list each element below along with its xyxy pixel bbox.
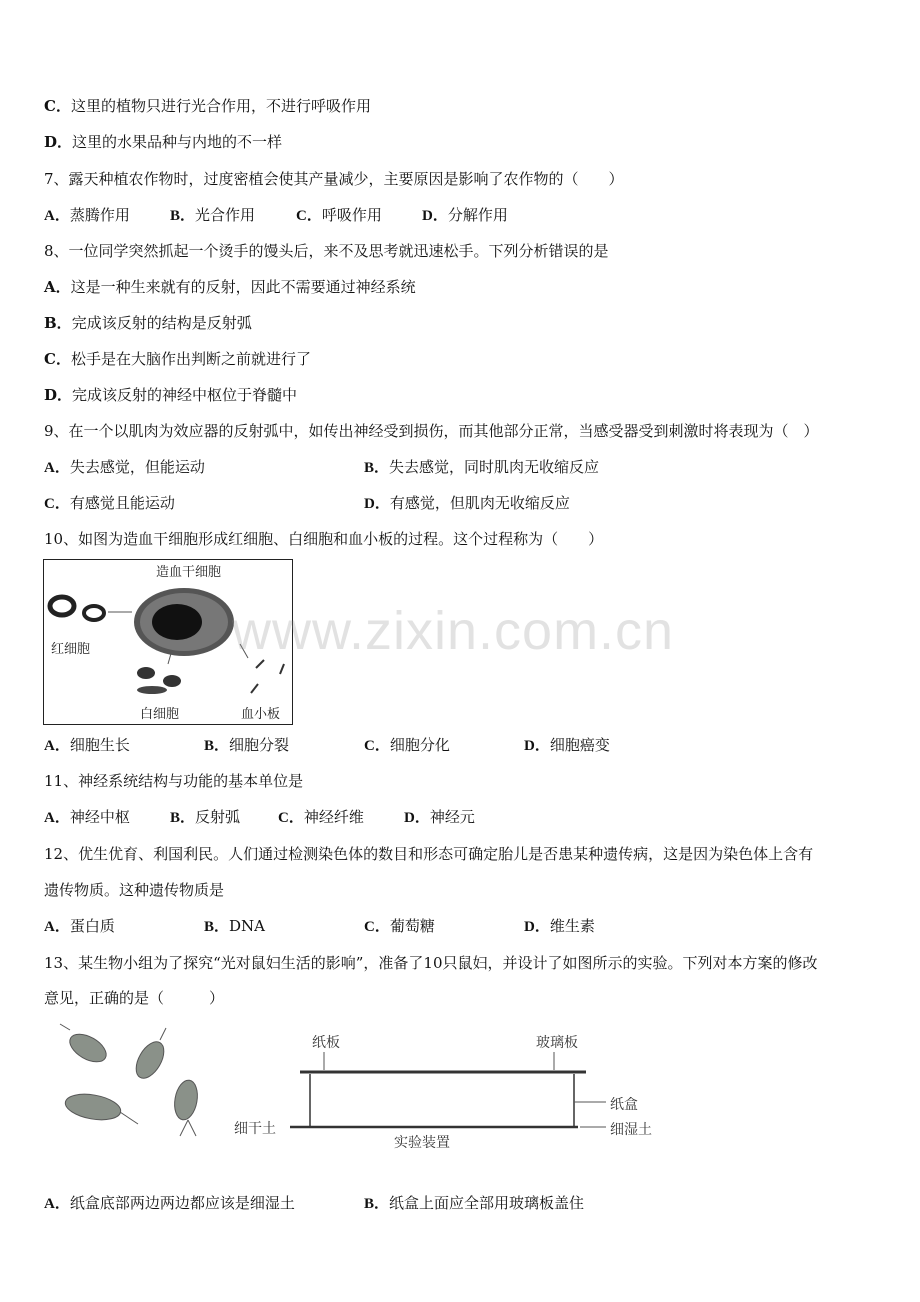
platelet xyxy=(251,684,258,693)
q10-option-b xyxy=(204,735,289,756)
option-key: B． xyxy=(204,919,230,935)
woodlice-illustration xyxy=(48,1020,228,1145)
q9-option-a xyxy=(44,457,205,478)
experiment-apparatus-diagram xyxy=(230,1030,670,1155)
q8-stem: 8、一位同学突然抓起一个烫手的馒头后，来不及思考就迅速松手。下列分析错误的是 xyxy=(44,242,609,260)
option-key: B． xyxy=(170,810,196,826)
q9-stem: 9、在一个以肌肉为效应器的反射弧中，如传出神经受到损伤，而其他部分正常，当感受器受到刺激时将表现为（ ） xyxy=(44,422,819,440)
option-key: C． xyxy=(278,810,304,826)
white-cell-label: 白细胞 xyxy=(140,707,180,722)
option-text: 有感觉且能运动 xyxy=(69,494,175,512)
option-key: B． xyxy=(44,314,72,332)
option-text: 细胞癌变 xyxy=(549,736,610,754)
option-text: 神经纤维 xyxy=(303,808,364,826)
q11-option-c xyxy=(278,807,364,828)
option-text: DNA xyxy=(229,917,265,935)
q6-option-d xyxy=(44,132,282,152)
q8-option-a xyxy=(44,277,416,297)
option-key: A． xyxy=(44,738,70,754)
woodlouse xyxy=(172,1078,201,1121)
woodlouse xyxy=(65,1028,111,1067)
option-key: B． xyxy=(170,208,196,224)
option-text: 细胞生长 xyxy=(69,736,130,754)
white-cell xyxy=(163,675,181,687)
option-key: D． xyxy=(524,919,550,935)
option-key: C． xyxy=(44,350,71,368)
option-text: 有感觉，但肌肉无收缩反应 xyxy=(389,494,570,512)
paper-board-label: 纸板 xyxy=(312,1035,340,1051)
option-text: 这是一种生来就有的反射，因此不需要通过神经系统 xyxy=(70,278,416,296)
red-cell xyxy=(84,606,104,620)
option-text: 这里的植物只进行光合作用，不进行呼吸作用 xyxy=(70,97,371,115)
q10-stem: 10、如图为造血干细胞形成红细胞、白细胞和血小板的过程。这个过程称为（ ） xyxy=(44,530,604,548)
stem-cell-nucleus xyxy=(152,604,202,640)
q7-option-d xyxy=(422,205,508,226)
q12-option-b xyxy=(204,916,265,937)
option-text: 失去感觉，同时肌肉无收缩反应 xyxy=(389,458,600,476)
red-cell-label: 红细胞 xyxy=(51,642,91,657)
q8-option-b xyxy=(44,313,252,333)
q11-option-d xyxy=(404,807,475,828)
q10-option-c xyxy=(364,735,450,756)
apparatus-caption: 实验装置 xyxy=(394,1135,450,1151)
option-key: C． xyxy=(296,208,322,224)
antenna xyxy=(160,1028,166,1040)
option-text: 呼吸作用 xyxy=(321,206,382,224)
q12-option-c xyxy=(364,916,435,937)
woodlouse xyxy=(63,1090,122,1123)
platelet xyxy=(280,664,284,674)
option-text: 蒸腾作用 xyxy=(69,206,130,224)
q13-option-a xyxy=(44,1193,295,1214)
option-key: A． xyxy=(44,1196,70,1212)
option-key: D． xyxy=(422,208,448,224)
option-key: C． xyxy=(44,97,71,115)
antenna xyxy=(120,1112,138,1124)
platelet-label: 血小板 xyxy=(241,707,281,722)
wet-soil-label: 细湿土 xyxy=(610,1122,652,1138)
q9-option-d xyxy=(364,493,570,514)
q7-stem: 7、露天种植农作物时，过度密植会使其产量减少，主要原因是影响了农作物的（ ） xyxy=(44,170,624,188)
option-key: A． xyxy=(44,460,70,476)
option-text: 纸盒底部两边两边都应该是细湿土 xyxy=(69,1194,295,1212)
option-key: A． xyxy=(44,278,71,296)
paper-box-label: 纸盒 xyxy=(610,1097,638,1113)
option-text: 分解作用 xyxy=(447,206,508,224)
option-text: 反射弧 xyxy=(195,808,241,826)
option-text: 神经中枢 xyxy=(69,808,130,826)
option-text: 纸盒上面应全部用玻璃板盖住 xyxy=(389,1194,585,1212)
glass-board-label: 玻璃板 xyxy=(536,1035,578,1051)
option-text: 葡萄糖 xyxy=(389,917,435,935)
option-key: C． xyxy=(44,496,70,512)
option-text: 细胞分化 xyxy=(389,736,450,754)
option-text: 神经元 xyxy=(429,808,475,826)
white-cell xyxy=(137,667,155,679)
stem-cell-label: 造血干细胞 xyxy=(156,565,222,580)
option-key: A． xyxy=(44,208,70,224)
option-key: B． xyxy=(364,1196,390,1212)
q9-option-c xyxy=(44,493,175,514)
option-text: 蛋白质 xyxy=(69,917,115,935)
q10-option-a xyxy=(44,735,130,756)
option-key: A． xyxy=(44,919,70,935)
antenna xyxy=(60,1024,70,1030)
q7-option-b xyxy=(170,205,255,226)
white-cell xyxy=(137,686,167,694)
option-key: D． xyxy=(524,738,550,754)
q12-stem-line2: 遗传物质。这种遗传物质是 xyxy=(44,881,225,899)
apparatus-drawing xyxy=(230,1030,670,1155)
q7-option-a xyxy=(44,205,130,226)
antenna xyxy=(180,1120,188,1136)
option-text: 失去感觉，但能运动 xyxy=(69,458,205,476)
option-key: C． xyxy=(364,738,390,754)
option-key: B． xyxy=(204,738,230,754)
option-key: A． xyxy=(44,810,70,826)
q13-option-b xyxy=(364,1193,584,1214)
q11-stem: 11、神经系统结构与功能的基本单位是 xyxy=(44,772,304,790)
option-text: 光合作用 xyxy=(195,206,256,224)
option-text: 松手是在大脑作出判断之前就进行了 xyxy=(70,350,311,368)
option-key: D． xyxy=(44,133,73,151)
option-key: C． xyxy=(364,919,390,935)
site-watermark: www.zixin.com.cn xyxy=(232,601,675,661)
q11-option-b xyxy=(170,807,240,828)
q11-option-a xyxy=(44,807,130,828)
option-text: 细胞分裂 xyxy=(229,736,290,754)
option-key: D． xyxy=(404,810,430,826)
option-text: 完成该反射的结构是反射弧 xyxy=(71,314,252,332)
red-cell xyxy=(50,597,74,615)
option-text: 维生素 xyxy=(549,917,595,935)
q8-option-c xyxy=(44,349,311,369)
option-key: D． xyxy=(44,386,73,404)
dry-soil-label: 细干土 xyxy=(234,1121,276,1137)
q6-option-c xyxy=(44,96,371,116)
woodlouse xyxy=(130,1037,169,1083)
option-text: 这里的水果品种与内地的不一样 xyxy=(72,133,283,151)
q13-stem-line1: 13、某生物小组为了探究“光对鼠妇生活的影响”，准备了10只鼠妇，并设计了如图所示的实验。下列对本方案的修改 xyxy=(44,954,818,972)
q9-option-b xyxy=(364,457,599,478)
q12-option-d xyxy=(524,916,595,937)
option-text: 完成该反射的神经中枢位于脊髓中 xyxy=(72,386,298,404)
option-key: B． xyxy=(364,460,390,476)
q13-stem-line2: 意见，正确的是（ ） xyxy=(44,989,225,1007)
q12-stem-line1: 12、优生优育、利国利民。人们通过检测染色体的数目和形态可确定胎儿是否患某种遗传病，这是因为染色体上含有 xyxy=(44,845,814,863)
q10-option-d xyxy=(524,735,610,756)
q8-option-d xyxy=(44,385,297,405)
woodlice-drawing xyxy=(48,1020,228,1145)
q7-option-c xyxy=(296,205,382,226)
antenna xyxy=(188,1120,196,1136)
q12-option-a xyxy=(44,916,115,937)
option-key: D． xyxy=(364,496,390,512)
